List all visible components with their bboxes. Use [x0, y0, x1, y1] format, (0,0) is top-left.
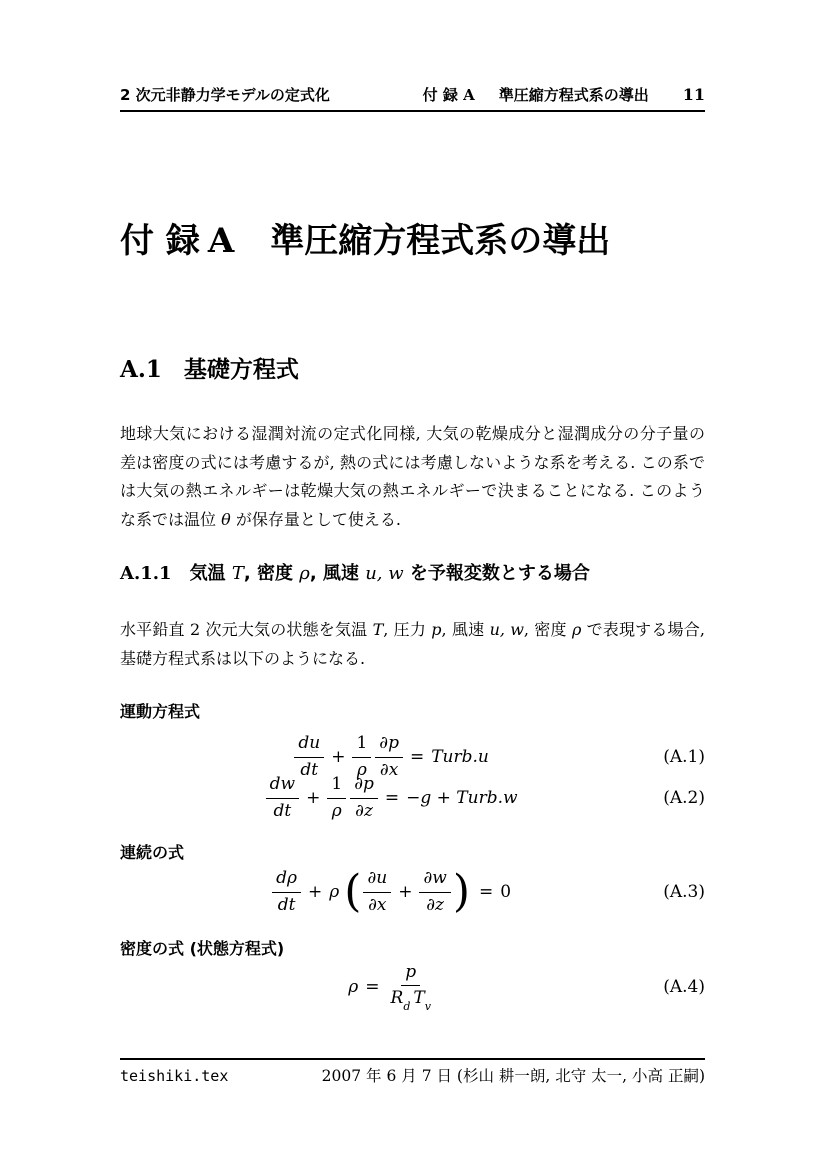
- chapter-title: 準圧縮方程式系の導出: [270, 221, 611, 261]
- equation-number-a3: (A.3): [663, 882, 705, 902]
- plus-operator: +: [331, 747, 346, 767]
- fraction-drho-dt: $\frac{d\rho}{dt}$: [272, 869, 301, 915]
- fraction-du-dt: $\frac{du}{dt}$: [294, 734, 324, 780]
- header-rule: [120, 110, 705, 112]
- header-appendix-letter: A: [463, 86, 475, 104]
- continuity-equation-label: 連続の式: [120, 843, 185, 862]
- text-segment: 気温: [189, 563, 232, 584]
- footer-date-authors: 2007 年 6 月 7 日 (杉山 耕一朗, 北守 太一, 小高 正嗣): [321, 1067, 705, 1085]
- zero-value: 0: [500, 882, 512, 902]
- subscript-d: d: [403, 999, 411, 1013]
- math-variable: θ: [221, 509, 231, 529]
- fraction-dp-dx: $\frac{\partial p}{\partial x}$: [375, 734, 403, 780]
- subsection-title: [190, 559, 590, 585]
- subscript-v: v: [424, 999, 431, 1013]
- body-paragraph: [120, 616, 705, 673]
- header-center-title: [423, 84, 649, 105]
- rho-variable: ρ: [348, 976, 359, 997]
- equation-number-a1: (A.1): [663, 747, 705, 767]
- equation-number-a4: (A.4): [663, 977, 705, 997]
- equation-a3: [120, 864, 705, 920]
- plus-operator: +: [306, 788, 321, 808]
- equation-a2: [120, 770, 705, 826]
- text-segment: , 密度: [523, 620, 572, 639]
- math-variable: u, w: [365, 563, 404, 584]
- chapter-letter: A: [207, 221, 235, 261]
- left-parenthesis: (: [344, 866, 362, 917]
- equals-sign: =: [384, 788, 400, 808]
- text-segment: , 密度: [243, 563, 300, 584]
- fraction-p-RdTv: $\frac{p}{R_d T_v}$: [387, 963, 435, 1012]
- state-equation-label: 密度の式 (状態方程式): [120, 939, 285, 958]
- text-segment: 水平鉛直 2 次元大気の状態を気温: [120, 620, 373, 639]
- rho-coefficient: ρ: [329, 882, 340, 902]
- equation-a3-content: [120, 866, 663, 917]
- page-number: 11: [682, 85, 705, 104]
- equals-sign: =: [409, 747, 425, 767]
- footer-filename: teishiki.tex: [120, 1067, 229, 1085]
- plus-operator: +: [308, 882, 323, 902]
- running-header: [120, 84, 705, 105]
- math-variable: ρ: [571, 620, 582, 639]
- subsection-number: A.1.1: [120, 563, 172, 584]
- section-title: 基礎方程式: [183, 357, 299, 383]
- fraction-dp-dz: $\frac{\partial p}{\partial z}$: [350, 775, 378, 821]
- header-appendix-label: 付 録 A: [422, 86, 475, 104]
- footer: [120, 1064, 705, 1086]
- turbulence-term: Turb.u: [431, 747, 489, 767]
- math-variable: u, w: [489, 620, 524, 639]
- chapter-heading: [120, 213, 705, 262]
- text-segment: が保存量として使える.: [230, 509, 401, 529]
- section-heading: [120, 351, 705, 384]
- fraction-dw-dz: $\frac{\partial w}{\partial z}$: [419, 869, 450, 915]
- gravity-turbulence-term: −g + Turb.w: [406, 788, 518, 808]
- fraction-1-rho: $\frac{1}{\rho}$: [352, 734, 371, 780]
- subsection-heading: [120, 559, 705, 585]
- equation-number-a2: (A.2): [663, 788, 705, 808]
- equation-a4: [120, 959, 705, 1015]
- equation-a2-content: [120, 775, 663, 821]
- equals-sign: =: [365, 976, 380, 997]
- right-parenthesis: ): [452, 866, 470, 917]
- intro-paragraph: [120, 420, 705, 534]
- text-segment: , 風速: [309, 563, 366, 584]
- fraction-du-dx: $\frac{\partial u}{\partial x}$: [363, 869, 391, 915]
- chapter-number: 付 録 A: [120, 221, 235, 261]
- plus-operator: +: [398, 882, 413, 902]
- footer-rule: [120, 1058, 705, 1060]
- text-segment: を予報変数とする場合: [403, 563, 590, 584]
- text-segment: , 風速: [441, 620, 490, 639]
- text-segment: で表現する場合, 基礎方程式系は以下のようになる.: [120, 620, 706, 668]
- text-segment: , 圧力: [383, 620, 432, 639]
- motion-equations-label: 運動方程式: [120, 702, 201, 721]
- math-variable: T: [231, 563, 244, 584]
- fraction-1-rho: $\frac{1}{\rho}$: [327, 775, 346, 821]
- equals-sign: =: [478, 882, 494, 902]
- math-variable: ρ: [299, 563, 310, 584]
- denominator-RdTv: $R_d$ $T_v$: [390, 988, 431, 1013]
- header-chapter-title: 準圧縮方程式系の導出: [498, 86, 649, 104]
- fraction-dw-dt: $\frac{dw}{dt}$: [266, 775, 299, 821]
- equation-a4-content: [120, 963, 663, 1012]
- math-variable: T: [372, 620, 384, 639]
- section-number: A.1: [120, 356, 162, 383]
- header-left-title: 2 次元非静力学モデルの定式化: [120, 86, 330, 104]
- text-segment: 地球大気における湿潤対流の定式化同様, 大気の乾燥成分と湿潤成分の分子量の差は密度の式には考慮するが, 熱の式には考慮しないような系を考える. この系では大気の熱エネルギーは乾燥大気の熱エネルギーで決まることになる. このような系では温位: [120, 424, 705, 529]
- math-variable: p: [431, 620, 442, 639]
